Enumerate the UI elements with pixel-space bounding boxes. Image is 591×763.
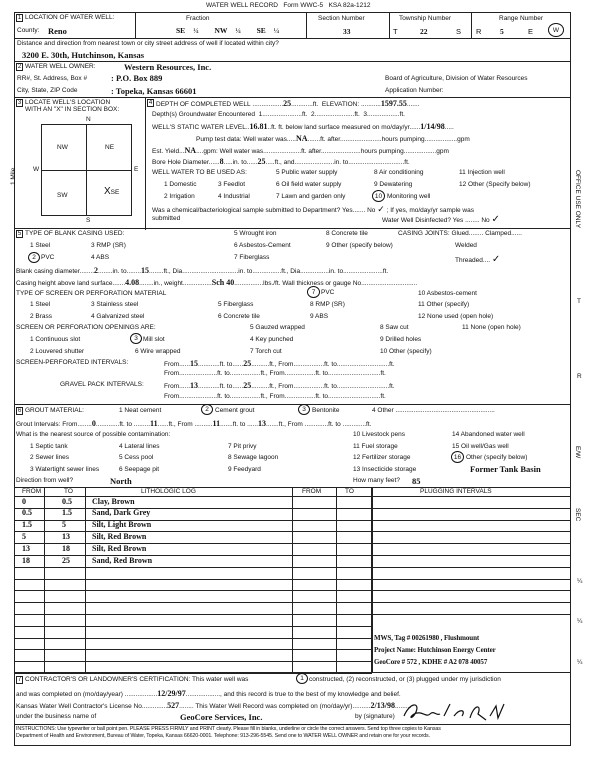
log-row-line bbox=[14, 614, 372, 615]
plug-row-line bbox=[372, 567, 571, 568]
use-air[interactable]: 8 Air conditioning bbox=[374, 169, 424, 176]
src-fertilizer[interactable]: 12 Fertilizer storage bbox=[353, 454, 411, 461]
sec2-number: 2 bbox=[17, 64, 22, 70]
groundwater-row: Depth(s) Groundwater Encountered 1......................ft. 2......................ft. 3..................ft. bbox=[152, 111, 405, 118]
casing-steel[interactable]: 1 Steel bbox=[30, 242, 51, 249]
open-gauzed[interactable]: 5 Gauzed wrapped bbox=[250, 324, 305, 331]
log-header-to-2: TO bbox=[345, 488, 354, 495]
sec7-number: 7 bbox=[17, 677, 22, 683]
county-label: County: bbox=[17, 27, 40, 34]
grout-bentonite[interactable]: Bentonite bbox=[312, 407, 340, 414]
log-header-from-2: FROM bbox=[302, 488, 322, 495]
log-cell[interactable]: Sand, Red Brown bbox=[92, 555, 153, 565]
src-watertight[interactable]: 3 Watertight sewer lines bbox=[30, 466, 100, 473]
range-r: R bbox=[476, 27, 482, 36]
range-w-circled[interactable]: W bbox=[548, 23, 564, 37]
log-row-line bbox=[14, 520, 372, 521]
disinfect-row: Water Well Disinfected? Yes ........ No ✓ bbox=[382, 214, 500, 225]
compass-e: E bbox=[134, 166, 139, 173]
log-cell[interactable]: 0 bbox=[22, 496, 26, 506]
log-cell[interactable]: 25 bbox=[62, 555, 70, 565]
compass-s: S bbox=[86, 217, 91, 224]
cert-label: CONTRACTOR'S OR LANDOWNER'S CERTIFICATION: This water well was bbox=[25, 676, 249, 683]
plug-row-line bbox=[372, 496, 571, 497]
log-cell[interactable]: 18 bbox=[22, 555, 30, 565]
casing-pvc[interactable]: PVC bbox=[41, 254, 55, 261]
cert-label-2: constructed, (2) reconstructed, or (3) plugged under my jurisdiction bbox=[309, 676, 501, 683]
plug-row-line bbox=[372, 520, 571, 521]
signature-label: by (signature) bbox=[355, 713, 395, 720]
log-cell[interactable]: 5 bbox=[22, 531, 26, 541]
feet-value[interactable]: 85 bbox=[412, 476, 421, 486]
screen-asbestos[interactable]: 10 Asbestos-cement bbox=[418, 290, 477, 297]
side-q3: ¼ bbox=[577, 659, 583, 666]
application-label: Application Number: bbox=[385, 87, 444, 94]
open-circled[interactable]: 3 bbox=[130, 333, 142, 344]
log-cell[interactable]: 5 bbox=[62, 520, 66, 530]
locate-label: LOCATE WELL'S LOCATION bbox=[25, 99, 111, 106]
mile-label: 1 Mile bbox=[10, 167, 17, 185]
note-project: Project Name: Hutchinson Energy Center bbox=[374, 646, 496, 654]
plug-row-line bbox=[372, 614, 571, 615]
rr-value[interactable]: : P.O. Box 889 bbox=[111, 73, 163, 83]
src-lagoon[interactable]: 8 Sewage lagoon bbox=[228, 454, 279, 461]
owner-value[interactable]: Western Resources, Inc. bbox=[124, 62, 212, 72]
log-row-line bbox=[14, 579, 372, 580]
plug-row-line bbox=[372, 508, 571, 509]
bore-row: Bore Hole Diameter......8.....in. to......25.....ft., and......................in. to...............................ft. bbox=[152, 157, 410, 166]
side-q1: ¼ bbox=[577, 578, 583, 585]
form-title: WATER WELL RECORD Form WWC-5 KSA 82a-1212 bbox=[206, 2, 371, 9]
log-col-line bbox=[292, 487, 293, 672]
src-livestock[interactable]: 10 Livestock pens bbox=[353, 431, 406, 438]
distance-label: Distance and direction from nearest town or city street address of well if located within city? bbox=[17, 40, 279, 47]
sec6-number: 6 bbox=[17, 408, 22, 414]
side-q2: ¼ bbox=[577, 618, 583, 625]
open-torch[interactable]: 7 Torch cut bbox=[250, 348, 282, 355]
log-col-line bbox=[372, 487, 373, 672]
log-cell[interactable]: Clay, Brown bbox=[92, 496, 135, 506]
plug-row-line bbox=[372, 602, 571, 603]
quad-sw: SW bbox=[57, 192, 68, 199]
location-label: LOCATION OF WATER WELL: bbox=[25, 14, 115, 21]
use-lawn[interactable]: 7 Lawn and garden only bbox=[276, 193, 346, 200]
grout-circled-1[interactable]: 2 bbox=[201, 404, 213, 415]
casing-rmp[interactable]: 3 RMP (SR) bbox=[91, 242, 126, 249]
side-r: R bbox=[577, 373, 582, 380]
gp-row-1: From......13............ft. to......25..........ft., From.................ft. to.............................ft. bbox=[164, 381, 395, 390]
casing-concrete[interactable]: 8 Concrete tile bbox=[326, 230, 368, 237]
src-fuel[interactable]: 11 Fuel storage bbox=[353, 443, 398, 450]
static-row: WELL'S STATIC WATER LEVEL..16.81..ft. ft. below land surface measured on mo/day/yr......1/14/98..... bbox=[152, 122, 454, 131]
log-cell[interactable]: Silt, Red Brown bbox=[92, 543, 147, 553]
use-circled[interactable]: 10 bbox=[372, 190, 385, 202]
distance-value[interactable]: 3200 E. 30th, Hutchinson, Kansas bbox=[22, 50, 145, 60]
src-sewer[interactable]: 2 Sewer lines bbox=[30, 454, 70, 461]
log-row-line bbox=[14, 661, 372, 662]
submitted-label: submitted bbox=[152, 215, 181, 222]
screen-abs[interactable]: 9 ABS bbox=[310, 313, 329, 320]
diameter-row: Blank casing diameter........2........in. to........15........ft., Dia...............................in. to................ft., Dia................in. to......................ft. bbox=[16, 266, 389, 275]
gp-label: GRAVEL PACK INTERVALS: bbox=[60, 381, 144, 388]
src-lateral[interactable]: 4 Lateral lines bbox=[119, 443, 160, 450]
side-sec: SEC bbox=[574, 508, 581, 522]
plug-row-line bbox=[372, 590, 571, 591]
section-value[interactable]: 33 bbox=[343, 27, 351, 36]
open-drilled[interactable]: 9 Drilled holes bbox=[380, 336, 422, 343]
chem-row: Was a chemical/bacteriological sample submitted to Department? Yes....... No ✓ ; If yes, mo/day/yr sample was bbox=[152, 204, 474, 214]
use-industrial[interactable]: 4 Industrial bbox=[218, 193, 250, 200]
log-header-plugging: PLUGGING INTERVALS bbox=[420, 488, 492, 495]
log-row-line bbox=[14, 602, 372, 603]
use-injection[interactable]: 11 Injection well bbox=[459, 169, 505, 176]
source-label: What is the nearest source of possible contamination: bbox=[16, 431, 171, 438]
log-header-from: FROM bbox=[22, 488, 42, 495]
use-oilfield[interactable]: 6 Oil field water supply bbox=[276, 181, 342, 188]
feet-label: How many feet? bbox=[353, 477, 400, 484]
open-louvered[interactable]: 2 Louvered shutter bbox=[30, 348, 85, 355]
business-value[interactable]: GeoCore Services, Inc. bbox=[180, 712, 263, 722]
instructions-line-1: INSTRUCTIONS: Use typewriter or ball point pen. PLEASE PRESS FIRMLY and PRINT clearly. Please fill in blanks, underline or circle the correct answers. Send top three copies to Kansas bbox=[16, 726, 441, 732]
side-ew: E/W bbox=[574, 446, 581, 459]
note-geocore: GeoCore # 572 , KDHE # A2 078 40057 bbox=[374, 658, 488, 666]
spi-row-1: From......15............ft. to......25..........ft., From.................ft. to.............................ft. bbox=[164, 359, 395, 368]
screen-none[interactable]: 12 None used (open hole) bbox=[418, 313, 494, 320]
owner-label: WATER WELL OWNER: bbox=[25, 63, 96, 70]
board-label: Board of Agriculture, Division of Water Resources bbox=[385, 75, 528, 82]
sec3-number: 3 bbox=[17, 100, 22, 106]
use-irrigation[interactable]: 2 Irrigation bbox=[164, 193, 195, 200]
log-cell[interactable]: Silt, Light Brown bbox=[92, 520, 152, 530]
open-keypunched[interactable]: 6 Wire wrapped bbox=[135, 348, 181, 355]
well-x-mark: XSE bbox=[104, 186, 120, 197]
use-public[interactable]: 5 Public water supply bbox=[276, 169, 338, 176]
city-value[interactable]: : Topeka, Kansas 66601 bbox=[111, 86, 197, 96]
side-t: T bbox=[577, 298, 581, 305]
grout-intervals: Grout Intervals: From........0.............ft. to .........11......ft., From ..........11.......ft. to ......13.......ft., From .............ft. to .............ft. bbox=[16, 419, 372, 428]
joint-threaded[interactable]: Threaded.... ✓ bbox=[455, 254, 501, 265]
plug-row-line bbox=[372, 579, 571, 580]
casing-other[interactable]: 9 Other (specify below) bbox=[326, 242, 393, 249]
grout-circled-2[interactable]: 3 bbox=[298, 404, 310, 415]
joints-row: CASING JOINTS: Glued........ Clamped...... bbox=[398, 230, 522, 237]
range-label: Range Number bbox=[499, 15, 544, 22]
section-label: Section Number bbox=[318, 15, 365, 22]
use-label: WELL WATER TO BE USED AS: bbox=[152, 169, 247, 176]
open-sawcut[interactable]: 8 Saw cut bbox=[380, 324, 409, 331]
township-value[interactable]: 22 bbox=[420, 27, 428, 36]
log-cell[interactable]: 18 bbox=[62, 543, 70, 553]
fraction-label: Fraction bbox=[186, 15, 210, 22]
rr-label: RR#, St. Address, Box # bbox=[17, 75, 88, 82]
casing-fiberglass[interactable]: 7 Fiberglass bbox=[234, 254, 270, 261]
log-row-line bbox=[14, 649, 372, 650]
city-label: City, State, ZIP Code bbox=[17, 87, 78, 94]
screen-pvc[interactable]: PVC bbox=[321, 289, 335, 296]
yield-row: Est. Yield...NA....gpm: Well water was.....................ft. after......................hours pumping..................gpm bbox=[152, 146, 449, 155]
log-cell[interactable]: 13 bbox=[62, 531, 70, 541]
open-other[interactable]: 10 Other (specify) bbox=[380, 348, 432, 355]
log-cell[interactable]: Silt, Red Brown bbox=[92, 531, 147, 541]
compass-w: W bbox=[33, 166, 40, 173]
src-circled[interactable]: 16 bbox=[451, 451, 464, 463]
screen-fiberglass[interactable]: 5 Fiberglass bbox=[218, 301, 254, 308]
signature-image bbox=[400, 698, 510, 724]
use-dewatering[interactable]: 9 Dewatering bbox=[374, 181, 413, 188]
joint-welded[interactable]: Welded bbox=[455, 242, 477, 249]
grout-label: GROUT MATERIAL: bbox=[25, 407, 84, 414]
log-row-line bbox=[14, 567, 372, 568]
completed-row: and was completed on (mo/day/year) ..................12/29/97..................., and this record is true to the best of my knowledge and belief. bbox=[16, 689, 401, 698]
note-mws: MWS, Tag # 00261980 , Flushmount bbox=[374, 634, 480, 642]
src-other-value[interactable]: Former Tank Basin bbox=[470, 464, 541, 474]
plug-row-line bbox=[372, 543, 571, 544]
cert-circled[interactable]: 1 bbox=[296, 673, 308, 684]
dir-label: Direction from well? bbox=[16, 477, 74, 484]
compass-n: N bbox=[86, 116, 91, 123]
use-other[interactable]: 12 Other (Specify below) bbox=[459, 181, 531, 188]
open-continuous[interactable]: 1 Continuous slot bbox=[30, 336, 81, 343]
grout-cement[interactable]: Cement grout bbox=[215, 407, 255, 414]
log-row-line bbox=[14, 626, 372, 627]
src-oilwell[interactable]: 15 Oil well/Gas well bbox=[452, 443, 509, 450]
depth-row: DEPTH OF COMPLETED WELL .................25............ft. ELEVATION: ...........1597.55....... bbox=[156, 99, 420, 108]
src-cesspool[interactable]: 5 Cess pool bbox=[119, 454, 154, 461]
county-value[interactable]: Reno bbox=[48, 26, 67, 36]
screen-label: TYPE OF SCREEN OR PERFORATION MATERIAL bbox=[16, 290, 167, 297]
log-row-line bbox=[14, 673, 372, 674]
src-septic[interactable]: 1 Septic tank bbox=[30, 443, 68, 450]
office-use-label: OFFICE USE ONLY bbox=[574, 170, 581, 229]
dir-value[interactable]: North bbox=[110, 476, 132, 486]
casing-asbestos[interactable]: 6 Asbestos-Cement bbox=[234, 242, 291, 249]
open-wire[interactable]: 4 Key punched bbox=[250, 336, 294, 343]
log-cell[interactable]: 0.5 bbox=[22, 508, 32, 518]
quad-ne: NE bbox=[105, 144, 115, 151]
township-dir: S bbox=[456, 27, 462, 36]
src-abandoned[interactable]: 14 Abandoned water well bbox=[452, 431, 525, 438]
src-other[interactable]: Other (specify below) bbox=[466, 454, 528, 461]
log-cell[interactable]: 13 bbox=[22, 543, 30, 553]
src-seepage[interactable]: 6 Seepage pit bbox=[119, 466, 160, 473]
grout-neat[interactable]: 1 Neat cement bbox=[119, 407, 162, 414]
plug-row-line bbox=[372, 555, 571, 556]
screen-steel[interactable]: 1 Steel bbox=[30, 301, 51, 308]
township-t: T bbox=[393, 27, 398, 36]
business-label: under the business name of bbox=[16, 713, 97, 720]
gp-row-2: From.....................ft. to.................ft., From.................ft. to.............................ft. bbox=[164, 393, 386, 400]
screen-concrete[interactable]: 6 Concrete tile bbox=[218, 313, 260, 320]
log-cell[interactable]: 1.5 bbox=[62, 508, 72, 518]
height-row: Casing height above land surface.......4.08........in., weight................Sch 40................lbs./ft. Wall thickness or gauge No............................... bbox=[16, 278, 418, 287]
casing-circled[interactable]: 2 bbox=[28, 252, 40, 263]
log-col-line bbox=[44, 487, 45, 672]
pump-row: Pump test data: Well water was.....NA.......ft. after.......................hours pumping..................gpm bbox=[196, 134, 470, 143]
log-row-line bbox=[14, 638, 372, 639]
screen-galvanized[interactable]: 4 Galvanized steel bbox=[91, 313, 145, 320]
log-cell[interactable]: 1.5 bbox=[22, 520, 32, 530]
locate-label-2: WITH AN "X" IN SECTION BOX: bbox=[25, 106, 120, 113]
sec1-number: 1 bbox=[17, 15, 22, 21]
log-header-to: TO bbox=[64, 488, 73, 495]
casing-type-label: TYPE OF BLANK CASING USED: bbox=[25, 230, 125, 237]
screen-other[interactable]: 11 Other (specify) bbox=[418, 301, 470, 308]
plug-row-line bbox=[372, 531, 571, 532]
range-value[interactable]: 5 bbox=[500, 27, 504, 36]
use-domestic[interactable]: 1 Domestic bbox=[164, 181, 197, 188]
range-e: E bbox=[528, 27, 534, 36]
src-pitprivy[interactable]: 7 Pit privy bbox=[228, 443, 257, 450]
instructions-line-2: Department of Health and Environment, Bureau of Water, Topeka, Kansas 66620-0001. Telephone: 913-296-5545. Send one to WATER WELL OWNER and retain one for your records. bbox=[16, 733, 430, 739]
license-row: Kansas Water Well Contractor's License No..............527........ This Water Well Record was completed on (mo/day/yr)..........2/13/98......... bbox=[16, 701, 412, 710]
log-col-line bbox=[336, 487, 337, 672]
log-cell[interactable]: Sand, Dark Grey bbox=[92, 508, 151, 518]
screen-stainless[interactable]: 3 Stainless steel bbox=[91, 301, 139, 308]
log-cell[interactable]: 0.5 bbox=[62, 496, 72, 506]
sec5-number: 5 bbox=[17, 231, 22, 237]
use-feedlot[interactable]: 3 Feedlot bbox=[218, 181, 246, 188]
sec4-number: 4 bbox=[148, 100, 153, 106]
quad-nw: NW bbox=[57, 144, 68, 151]
fraction-values[interactable]: SE ¼ NW ¼ SE ¼ bbox=[176, 26, 280, 35]
township-label: Township Number bbox=[399, 15, 452, 22]
open-none[interactable]: 11 None (open hole) bbox=[462, 324, 521, 331]
screen-rmp[interactable]: 8 RMP (SR) bbox=[310, 301, 345, 308]
src-insecticide[interactable]: 13 Insecticide storage bbox=[353, 466, 417, 473]
log-row-line bbox=[14, 590, 372, 591]
src-feedyard[interactable]: 9 Feedyard bbox=[228, 466, 261, 473]
screen-circled[interactable]: 7 bbox=[307, 286, 320, 298]
log-col-line bbox=[85, 487, 86, 672]
grout-other[interactable]: 4 Other ....................................................... bbox=[372, 407, 495, 414]
casing-wrought[interactable]: 5 Wrought iron bbox=[234, 230, 277, 237]
openings-label: SCREEN OR PERFORATION OPENINGS ARE: bbox=[16, 324, 156, 331]
log-header-lithologic: LITHOLOGIC LOG bbox=[141, 488, 196, 495]
open-millslot[interactable]: Mill slot bbox=[143, 336, 165, 343]
use-monitoring[interactable]: Monitoring well bbox=[387, 193, 431, 200]
screen-brass[interactable]: 2 Brass bbox=[30, 313, 53, 320]
log-col-line bbox=[371, 487, 372, 672]
casing-abs[interactable]: 4 ABS bbox=[91, 254, 110, 261]
spi-label: SCREEN-PERFORATED INTERVALS: bbox=[16, 359, 129, 366]
spi-row-2: From.....................ft. to.................ft., From.................ft. to.............................ft. bbox=[164, 370, 386, 377]
